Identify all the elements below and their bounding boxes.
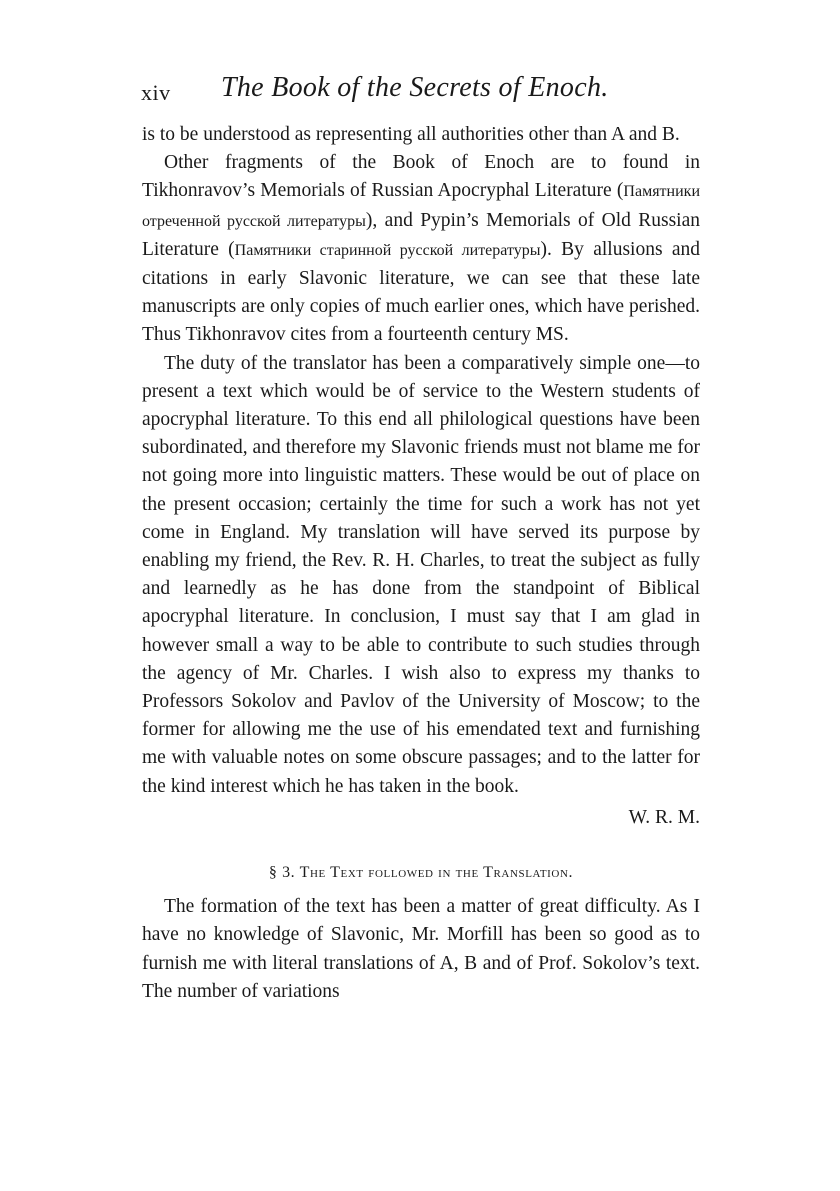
paragraph-translator-duty: The duty of the translator has been a comparatively simple one—to present a text which would be of service to the Western students of apocryphal literature. To this end all philological questions have been subordinated, and therefore my Slavonic friends must not blame me for not going more into linguistic matters. These would be out of place on the present occasion; certainly the time for such a work has not yet come in England. My translation will have served its purpose by enabling my friend, the Rev. R. H. Charles, to treat the subject as fully and learnedly as he has done from the standpoint of Biblical apocryphal literature. In conclusion, I must say that I am glad in however small a way to be able to contribute to such studies through the agency of Mr. Charles. I wish also to express my thanks to Professors Sokolov and Pavlov of the University of Moscow; to the former for allowing me the use of his emendated text and furnishing me with valuable notes on some obscure passages; and to the latter for the kind interest which he has taken in the book. (142, 352, 700, 797)
paragraph-fragments-text-2: ), and Pypin’s Memorials of Old Russian Literature ( (142, 209, 701, 260)
page-number: xiv (141, 80, 171, 105)
section-title: The Text followed in the Translation. (299, 864, 574, 882)
paragraph-fragments (142, 149, 700, 349)
paragraph-fragments-text-3: ). By allusions and citations in early Slavonic literature, we can see that these late manuscripts are only copies of much earlier ones, which have perished. Thus Tikhonravov cites from a fourteenth century MS. (142, 238, 700, 346)
paragraph-continuation: is to be understood as representing all authorities other than A and B. (142, 124, 680, 145)
cyrillic-title-1: Памятники отреченной русской литературы (142, 183, 700, 230)
signature: W. R. M. (628, 806, 700, 828)
section-heading (142, 859, 700, 887)
running-head (141, 72, 701, 112)
cyrillic-title-2: Памятники старинной русской литературы (234, 241, 541, 259)
paragraph-fragments-text-1: Other fragments of the Book of Enoch are to found in Tikhonravov’s Memorials of Russian Apocryphal Literature ( (142, 152, 700, 202)
section-number: § 3. (268, 864, 296, 882)
paragraph-text-formation: The formation of the text has been a matter of great difficulty. As I have no knowledge of Slavonic, Mr. Morfill has been so good as to furnish me with literal translations of A, B and of Prof. Sokolov’s text. The number of variations (142, 896, 700, 1002)
body-text (142, 121, 700, 1006)
running-title: The Book of the Secrets of Enoch. (221, 72, 609, 103)
